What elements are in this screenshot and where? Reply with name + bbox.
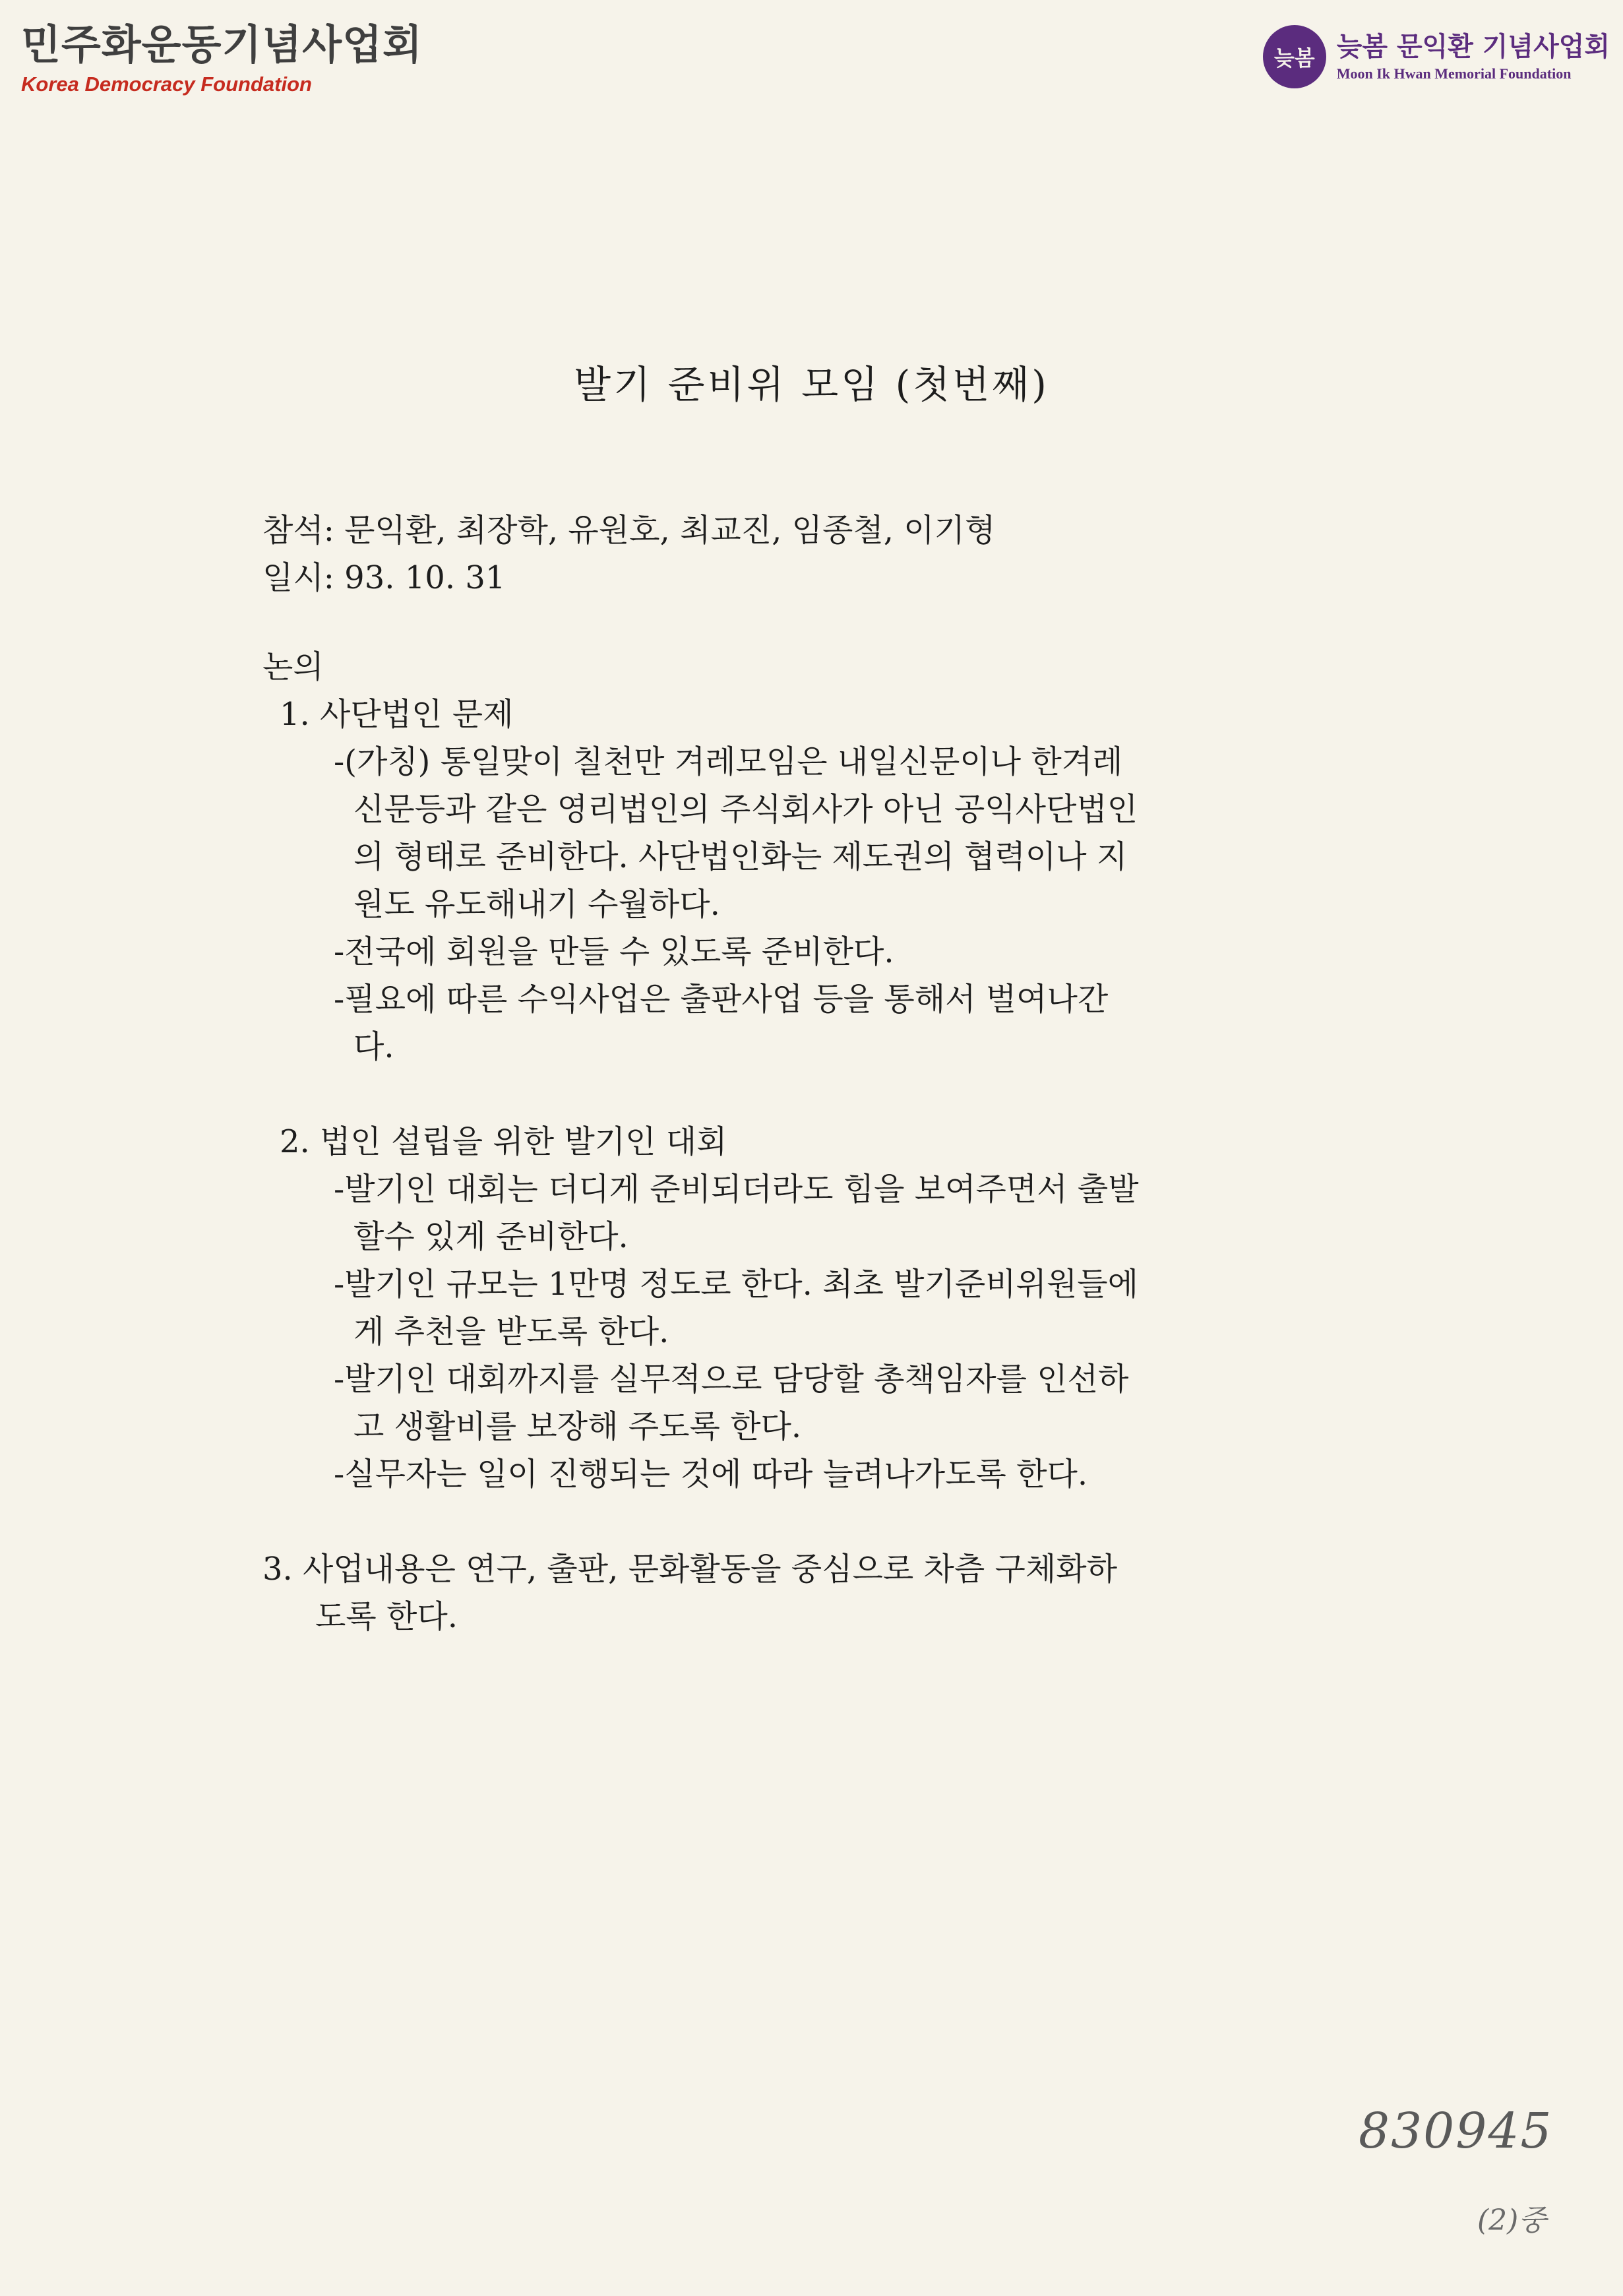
bullet-line: -발기인 대회까지를 실무적으로 담당할 총책임자를 인선하 (334, 1361, 1129, 1398)
seal-mark: 늦봄 (1273, 46, 1315, 71)
continuation-line: 다. (353, 1028, 394, 1065)
attendees-line: 참석: 문익환, 최장학, 유원호, 최교진, 임종철, 이기형 (262, 512, 996, 549)
section-spacer (262, 1070, 1318, 1118)
section-spacer (262, 1498, 1318, 1545)
meeting-info (262, 507, 995, 602)
bullet-line: -발기인 규모는 1만명 정도로 한다. 최초 발기준비위원들에 (334, 1266, 1139, 1303)
bullet-line: -필요에 따른 수익사업은 출판사업 등을 통해서 벌여나간 (334, 981, 1109, 1018)
continuation-line: 원도 유도해내기 수월하다. (353, 886, 720, 923)
left-logo-korean: 민주화운동기념사업회 (21, 20, 423, 69)
continuation-line: 의 형태로 준비한다. 사단법인화는 제도권의 협력이나 지 (353, 838, 1128, 875)
document-title: 발기 준비위 모임 (첫번째) (574, 362, 1049, 407)
section-heading: 3. 사업내용은 연구, 출판, 문화활동을 중심으로 차츰 구체화하 (262, 1551, 1117, 1588)
right-logo-korean: 늦봄 문익환 기념사업회 (1336, 32, 1610, 62)
korea-democracy-foundation-logo (21, 18, 423, 98)
right-logo-english: Moon Ik Hwan Memorial Foundation (1336, 65, 1572, 82)
bullet-line: -전국에 회원을 만들 수 있도록 준비한다. (334, 933, 894, 970)
bullet-line: -실무자는 일이 진행되는 것에 따라 늘려나가도록 한다. (334, 1456, 1088, 1493)
left-logo-english: Korea Democracy Foundation (21, 73, 312, 96)
foundation-seal-icon (1263, 25, 1326, 88)
bullet-line: -발기인 대회는 더디게 준비되더라도 힘을 보여주면서 출발 (334, 1171, 1139, 1208)
moon-ik-hwan-foundation-logo (1263, 25, 1610, 88)
discussion-label: 논의 (262, 648, 324, 685)
discussion-body (262, 643, 1318, 1640)
continuation-line: 고 생활비를 보장해 주도록 한다. (353, 1408, 802, 1445)
continuation-line: 할수 있게 준비한다. (353, 1218, 628, 1255)
handwritten-archive-number: 830945 (1359, 2103, 1553, 2159)
bullet-line: -(가칭) 통일맞이 칠천만 겨레모임은 내일신문이나 한겨레 (334, 743, 1123, 780)
continuation-line: 도록 한다. (315, 1598, 458, 1635)
continuation-line: 게 추천을 받도록 한다. (353, 1313, 669, 1350)
handwritten-note: (2)중 (1477, 2204, 1546, 2237)
date-line: 일시: 93. 10. 31 (262, 559, 506, 596)
section-heading: 1. 사단법인 문제 (280, 696, 514, 733)
section-heading: 2. 법인 설립을 위한 발기인 대회 (280, 1123, 727, 1160)
continuation-line: 신문등과 같은 영리법인의 주식회사가 아닌 공익사단법인 (353, 791, 1138, 828)
